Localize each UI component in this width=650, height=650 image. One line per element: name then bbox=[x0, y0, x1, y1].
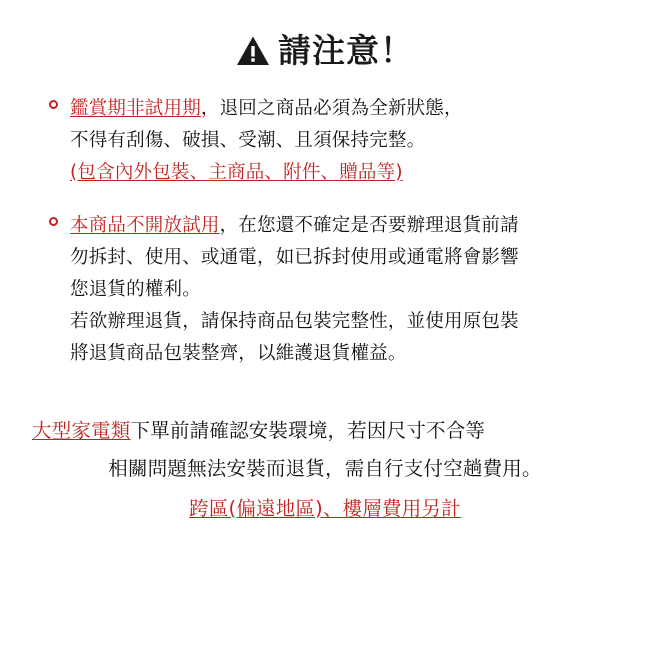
notice-emphasis: 鑑賞期非試用期 bbox=[70, 98, 201, 119]
notice-emphasis: (包含內外包裝、主商品、附件、贈品等) bbox=[70, 161, 403, 183]
notice-text: 不得有刮傷、破損、受潮、且須保持完整。 bbox=[70, 129, 426, 151]
footer-notice bbox=[26, 412, 624, 528]
bullet-dot-icon bbox=[49, 217, 58, 226]
footer-emphasis: 大型家電類 bbox=[32, 418, 131, 442]
footer-emphasis: 跨區(偏遠地區)、樓層費用另計 bbox=[189, 496, 461, 520]
notice-text: 若欲辦理退貨，請保持商品包裝完整性，並使用原包裝 bbox=[70, 310, 519, 332]
footer-text: 相關問題無法安裝而退貨，需自行支付空趟費用。 bbox=[108, 456, 542, 480]
notice-line bbox=[70, 210, 616, 242]
notice-emphasis: 本商品不開放試用 bbox=[70, 215, 220, 237]
notice-text: 勿拆封、使用、或通電，如已拆封使用或通電將會影響 bbox=[70, 247, 519, 269]
notice-line bbox=[70, 242, 616, 274]
notice-text: ，退回之商品必須為全新狀態， bbox=[200, 98, 463, 119]
list-item bbox=[70, 210, 616, 369]
notice-line bbox=[70, 125, 616, 157]
page-title-row bbox=[26, 31, 624, 70]
footer-line-1 bbox=[32, 412, 618, 450]
footer-text: 下單前請確認安裝環境，若因尺寸不合等 bbox=[130, 418, 486, 442]
notice-list bbox=[26, 93, 624, 370]
notice-text: 您退貨的權利。 bbox=[70, 279, 201, 301]
notice-text: ，在您還不確定是否要辦理退貨前請 bbox=[219, 215, 519, 237]
notice-line bbox=[70, 274, 616, 306]
list-item bbox=[70, 93, 616, 188]
notice-text: 將退貨商品包裝整齊，以維護退貨權益。 bbox=[70, 342, 407, 364]
footer-line-2 bbox=[32, 450, 618, 488]
page-title: 請注意！ bbox=[278, 31, 414, 70]
notice-line bbox=[70, 338, 616, 370]
bullet-dot-icon bbox=[49, 100, 58, 109]
notice-line bbox=[70, 157, 616, 189]
notice-line bbox=[70, 93, 616, 125]
footer-line-3 bbox=[32, 490, 618, 528]
notice-line bbox=[70, 306, 616, 338]
warning-triangle-icon bbox=[236, 35, 270, 67]
